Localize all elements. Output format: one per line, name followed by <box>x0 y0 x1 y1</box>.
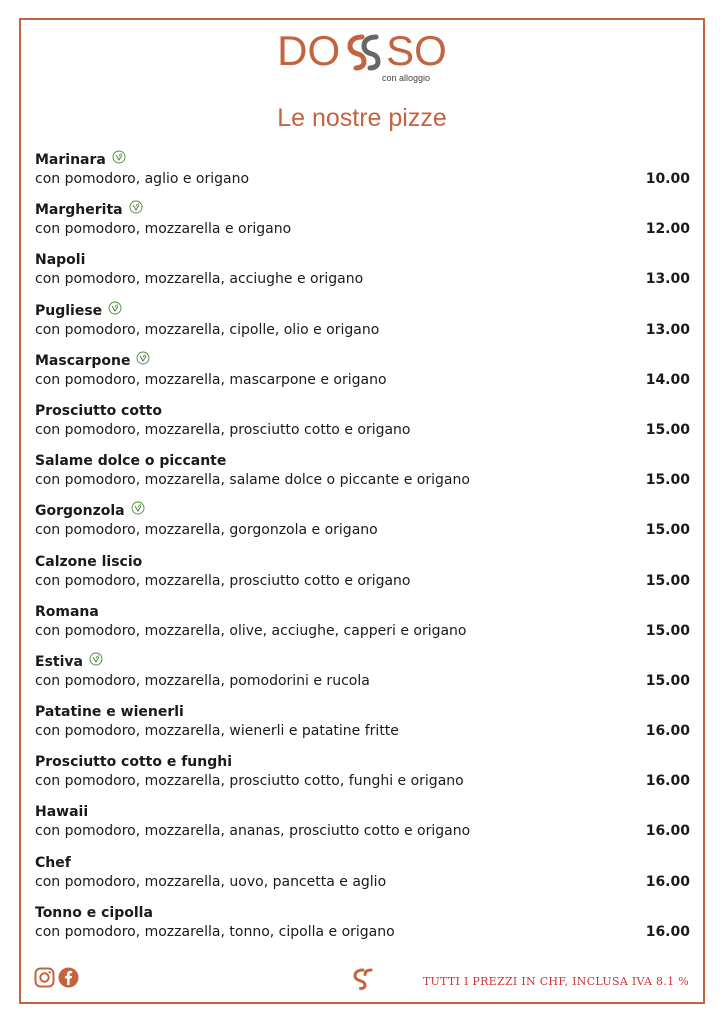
menu-item <box>35 553 690 603</box>
pizza-name-text: Prosciutto cotto e funghi <box>35 754 233 771</box>
pizza-description: con pomodoro, mozzarella, mascarpone e origano <box>35 371 387 388</box>
pizza-description: con pomodoro, mozzarella, acciughe e origano <box>35 271 364 288</box>
pizza-name-text: Gorgonzola <box>35 503 125 520</box>
pizza-price: 15.00 <box>645 421 690 438</box>
menu-item <box>35 653 690 703</box>
pizza-name <box>35 452 226 470</box>
pizza-name <box>35 803 88 821</box>
brand-logo <box>0 27 724 74</box>
vegetarian-icon <box>131 501 145 515</box>
vegetarian-icon <box>129 200 143 214</box>
pizza-name-text: Chef <box>35 854 71 871</box>
pizza-name <box>35 151 126 169</box>
menu-item <box>35 302 690 352</box>
menu-item <box>35 502 690 552</box>
social-links <box>34 967 79 988</box>
pizza-description: con pomodoro, mozzarella, salame dolce o piccante e origano <box>35 472 470 489</box>
pizza-price: 14.00 <box>645 371 690 388</box>
pizza-description: con pomodoro, mozzarella, pomodorini e rucola <box>35 672 370 689</box>
menu-item <box>35 904 690 954</box>
facebook-icon[interactable] <box>58 967 79 988</box>
pizza-name-text: Marinara <box>35 152 106 168</box>
pizza-description: con pomodoro, mozzarella, wienerli e patatine fritte <box>35 723 399 740</box>
pizza-description: con pomodoro, mozzarella, olive, acciughe, capperi e origano <box>35 622 467 639</box>
menu-item <box>35 251 690 301</box>
pizza-name-text: Tonno e cipolla <box>35 904 153 921</box>
pizza-description: con pomodoro, mozzarella, prosciutto cotto e origano <box>35 421 411 438</box>
pizza-description: con pomodoro, mozzarella, uovo, pancetta e aglio <box>35 873 387 890</box>
pizza-price: 15.00 <box>645 522 690 539</box>
pizza-name <box>35 402 162 420</box>
pizza-name-text: Mascarpone <box>35 352 131 369</box>
pizza-name <box>35 553 142 571</box>
vegetarian-icon <box>108 301 122 315</box>
pizza-description: con pomodoro, mozzarella, gorgonzola e origano <box>35 522 378 539</box>
pizza-menu-list <box>35 151 690 954</box>
pizza-price: 16.00 <box>645 873 690 890</box>
price-note: TUTTI I PREZZI IN CHF, INCLUSA IVA 8.1 % <box>422 975 689 988</box>
pizza-name <box>35 302 122 320</box>
pizza-description: con pomodoro, mozzarella, tonno, cipolla e origano <box>35 923 395 940</box>
pizza-name-text: Napoli <box>35 252 86 269</box>
pizza-description: con pomodoro, mozzarella e origano <box>35 221 292 238</box>
pizza-name-text: Prosciutto cotto <box>35 402 162 419</box>
pizza-price: 13.00 <box>645 271 690 288</box>
pizza-name-text: Pugliese <box>35 302 103 319</box>
menu-item <box>35 603 690 653</box>
pizza-name <box>35 201 143 219</box>
vegetarian-icon <box>136 351 150 365</box>
pizza-name-text: Hawaii <box>35 804 89 821</box>
menu-item <box>35 151 690 201</box>
pizza-price: 16.00 <box>645 823 690 840</box>
page-title: Le nostre pizze <box>277 104 447 132</box>
instagram-icon[interactable] <box>34 967 55 988</box>
pizza-name-text: Patatine e wienerli <box>35 704 184 721</box>
pizza-name <box>35 653 103 671</box>
menu-item <box>35 452 690 502</box>
logo-tagline: con alloggio <box>382 73 431 83</box>
pizza-name <box>35 502 145 520</box>
pizza-description: con pomodoro, mozzarella, prosciutto cotto e origano <box>35 572 411 589</box>
pizza-name <box>35 251 85 269</box>
pizza-description: con pomodoro, aglio e origano <box>35 171 250 187</box>
menu-item <box>35 703 690 753</box>
logo-double-s-icon <box>342 31 384 71</box>
pizza-price: 15.00 <box>645 622 690 639</box>
vegetarian-icon <box>89 652 103 666</box>
pizza-price: 15.00 <box>645 572 690 589</box>
pizza-description: con pomodoro, mozzarella, cipolle, olio e origano <box>35 321 380 338</box>
pizza-description: con pomodoro, mozzarella, prosciutto cotto, funghi e origano <box>35 773 464 790</box>
pizza-price: 16.00 <box>645 773 690 790</box>
logo-text-left: DO <box>277 27 341 74</box>
pizza-price: 13.00 <box>645 321 690 338</box>
pizza-description: con pomodoro, mozzarella, ananas, prosciutto cotto e origano <box>35 823 471 840</box>
pizza-name <box>35 703 184 721</box>
pizza-name <box>35 753 232 771</box>
pizza-name <box>35 904 153 922</box>
menu-item <box>35 753 690 803</box>
pizza-name-text: Margherita <box>35 202 123 219</box>
pizza-name-text: Calzone liscio <box>35 553 143 570</box>
menu-item <box>35 402 690 452</box>
pizza-price: 12.00 <box>645 221 690 238</box>
menu-item <box>35 803 690 853</box>
vegetarian-icon <box>112 150 126 164</box>
pizza-price: 10.00 <box>645 171 690 187</box>
pizza-name-text: Romana <box>35 603 99 620</box>
pizza-price: 15.00 <box>645 472 690 489</box>
pizza-name <box>35 352 150 370</box>
pizza-name <box>35 854 71 872</box>
menu-item <box>35 352 690 402</box>
brand-mark-icon <box>351 968 375 990</box>
pizza-price: 16.00 <box>645 923 690 940</box>
pizza-name-text: Salame dolce o piccante <box>35 453 227 470</box>
logo-text-right: SO <box>386 27 447 74</box>
menu-item <box>35 854 690 904</box>
pizza-price: 16.00 <box>645 723 690 740</box>
pizza-name <box>35 603 99 621</box>
pizza-name-text: Estiva <box>35 653 83 670</box>
menu-item <box>35 201 690 251</box>
pizza-price: 15.00 <box>645 672 690 689</box>
